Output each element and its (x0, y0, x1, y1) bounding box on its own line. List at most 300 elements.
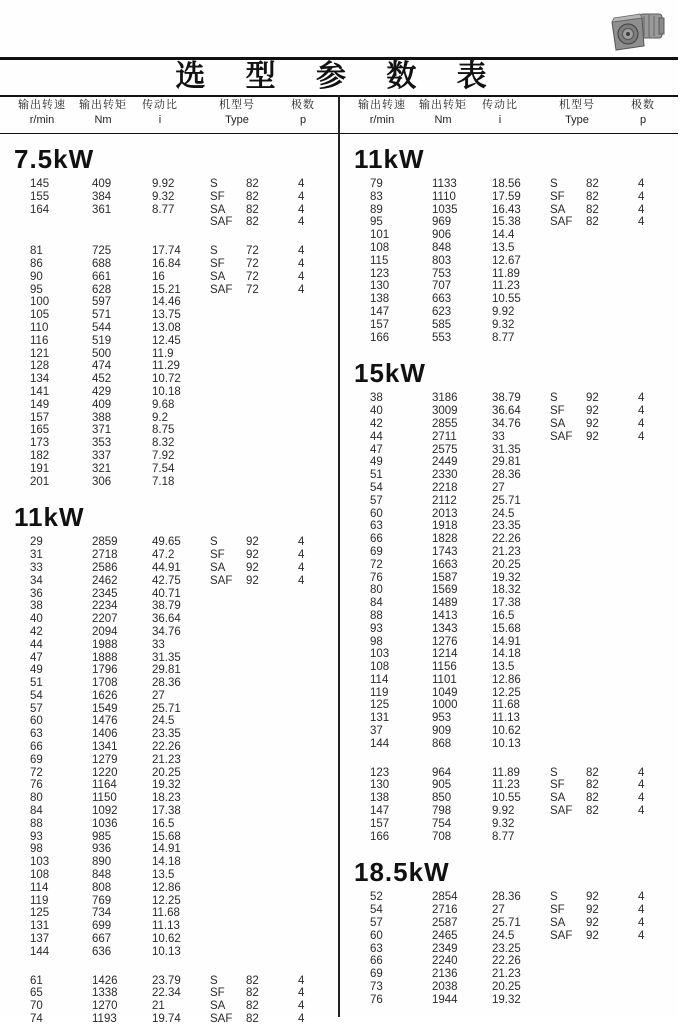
speed-cell: 93 (30, 830, 43, 843)
type-size-cell (246, 412, 278, 425)
poles-cell (618, 255, 678, 268)
table-row (0, 895, 338, 908)
table-row (0, 562, 338, 575)
torque-cell: 906 (432, 229, 452, 242)
type-size-cell: 92 (586, 392, 599, 405)
type-size-cell (586, 636, 618, 649)
ratio-cell: 15.38 (492, 216, 521, 229)
speed-cell: 44 (30, 638, 43, 651)
type-code-cell (210, 779, 246, 792)
ratio-cell: 38.79 (152, 600, 181, 613)
ratio-cell: 11.89 (492, 267, 520, 280)
speed-cell: 34 (30, 574, 43, 587)
table-row (340, 255, 678, 268)
speed-cell: 40 (370, 405, 383, 418)
type-size-cell (586, 943, 618, 956)
ratio-cell (152, 216, 210, 229)
torque-cell: 734 (92, 907, 112, 920)
type-size-cell: 82 (246, 974, 259, 987)
speed-cell: 63 (370, 942, 383, 955)
ratio-cell: 11.9 (152, 347, 174, 360)
table-row (340, 508, 678, 521)
torque-cell: 544 (92, 321, 112, 334)
type-code-cell (210, 933, 246, 946)
type-size-cell (246, 399, 278, 412)
type-size-cell (586, 981, 618, 994)
ratio-cell: 8.77 (152, 203, 175, 216)
type-size-cell (586, 831, 618, 844)
table-row (340, 242, 678, 255)
ratio-cell: 27 (492, 904, 505, 917)
table-row (0, 933, 338, 946)
section-title: 11kW (354, 144, 425, 174)
speed-cell: 123 (370, 267, 390, 280)
speed-cell: 51 (370, 469, 383, 482)
ratio-cell: 44.91 (152, 561, 181, 574)
poles-cell (278, 386, 338, 399)
speed-cell: 137 (30, 933, 50, 946)
ratio-cell: 10.62 (152, 933, 181, 946)
torque-cell: 2718 (92, 549, 118, 562)
torque-cell: 1343 (432, 622, 458, 635)
table-row (340, 597, 678, 610)
poles-cell (278, 946, 338, 959)
type-code-cell: SAF (210, 283, 233, 296)
torque-cell: 636 (92, 945, 112, 958)
type-code-cell (550, 597, 586, 610)
poles-cell: 4 (298, 178, 305, 190)
table-row (340, 319, 678, 332)
ratio-cell: 22.26 (492, 533, 521, 546)
poles-cell (278, 728, 338, 741)
poles-cell (278, 690, 338, 703)
speed-cell: 33 (30, 561, 43, 574)
ratio-cell: 21.23 (492, 545, 521, 558)
type-code-cell (210, 920, 246, 933)
speed-cell: 157 (370, 318, 390, 331)
torque-cell: 2094 (92, 625, 118, 638)
torque-cell: 1476 (92, 715, 118, 728)
type-code-cell (210, 373, 246, 386)
torque-cell: 1587 (432, 571, 458, 584)
torque-cell: 1156 (432, 661, 457, 674)
torque-cell: 1569 (432, 584, 458, 597)
ratio-cell: 12.86 (492, 673, 521, 686)
poles-cell (618, 229, 678, 242)
torque-cell: 909 (432, 725, 452, 738)
poles-cell: 4 (638, 779, 645, 792)
poles-cell (618, 280, 678, 293)
torque-cell: 2136 (432, 968, 458, 981)
type-size-cell: 82 (246, 1000, 259, 1013)
table-row (340, 444, 678, 457)
type-code-cell (550, 943, 586, 956)
type-code-cell (210, 805, 246, 818)
type-code-cell (210, 639, 246, 652)
torque-cell: 769 (92, 894, 112, 907)
speed-cell: 116 (30, 334, 49, 347)
ratio-cell: 13.08 (152, 321, 181, 334)
type-code-cell (210, 296, 246, 309)
table-block (0, 975, 338, 1026)
ratio-cell: 23.79 (152, 974, 181, 987)
torque-cell: 1092 (92, 805, 118, 818)
ratio-cell: 14.46 (152, 296, 181, 309)
torque-cell: 2234 (92, 600, 118, 613)
right-table-column (340, 138, 678, 1017)
table-row (0, 588, 338, 601)
ratio-cell: 22.26 (152, 741, 181, 754)
type-size-cell (586, 712, 618, 725)
ratio-cell: 17.38 (152, 805, 181, 818)
torque-cell: 1918 (432, 520, 458, 533)
ratio-cell: 20.25 (492, 981, 521, 994)
type-size-cell (246, 792, 278, 805)
poles-cell (278, 741, 338, 754)
poles-cell (278, 626, 338, 639)
type-code-cell (550, 495, 586, 508)
type-size-cell (246, 296, 278, 309)
poles-cell: 4 (298, 974, 305, 987)
type-code-cell (550, 636, 586, 649)
table-row (0, 549, 338, 562)
speed-cell: 144 (30, 945, 50, 958)
speed-cell: 119 (30, 894, 49, 907)
ratio-cell: 29.81 (492, 456, 521, 469)
ratio-cell: 16.43 (492, 203, 521, 216)
poles-cell (618, 444, 678, 457)
column-header-left (0, 98, 338, 132)
speed-cell: 76 (370, 571, 383, 584)
speed-cell: 84 (30, 805, 43, 818)
type-code-cell (210, 652, 246, 665)
poles-cell (278, 639, 338, 652)
speed-cell: 90 (30, 270, 43, 283)
header-torque: 输出转矩 Nm (419, 99, 467, 126)
ratio-cell: 9.68 (152, 398, 175, 411)
header-speed: 输出转速 r/min (358, 99, 406, 126)
table-row (340, 792, 678, 805)
torque-cell: 585 (432, 318, 452, 331)
speed-cell: 164 (30, 203, 50, 216)
ratio-cell: 11.68 (492, 699, 520, 712)
poles-cell: 4 (638, 904, 645, 917)
poles-cell (618, 597, 678, 610)
poles-cell (618, 520, 678, 533)
type-size-cell (246, 741, 278, 754)
type-size-cell (586, 293, 618, 306)
speed-cell: 76 (30, 779, 43, 792)
type-code-cell: SA (550, 203, 566, 216)
speed-cell: 147 (370, 805, 390, 818)
poles-cell (278, 882, 338, 895)
type-size-cell (246, 920, 278, 933)
poles-cell (618, 968, 678, 981)
speed-cell: 138 (370, 792, 390, 805)
type-code-cell: SF (210, 257, 225, 270)
type-size-cell: 82 (246, 216, 259, 229)
type-size-cell (586, 687, 618, 700)
speed-cell: 131 (30, 920, 50, 933)
table-row (340, 636, 678, 649)
ratio-cell: 9.92 (492, 805, 515, 818)
speed-cell: 147 (370, 305, 390, 318)
type-code-cell (550, 533, 586, 546)
type-size-cell (586, 319, 618, 332)
table-row (340, 818, 678, 831)
type-code-cell (550, 981, 586, 994)
type-code-cell (550, 255, 586, 268)
header-type: 机型号 Type (559, 99, 595, 126)
type-code-cell (210, 715, 246, 728)
torque-cell: 1164 (92, 779, 117, 792)
table-row (0, 1013, 338, 1026)
table-row (340, 431, 678, 444)
poles-cell (278, 322, 338, 335)
speed-cell: 36 (30, 587, 43, 600)
torque-cell: 1988 (92, 638, 118, 651)
speed-cell: 98 (30, 843, 43, 856)
type-size-cell (586, 332, 618, 345)
poles-cell (278, 348, 338, 361)
speed-cell: 89 (370, 203, 383, 216)
type-size-cell: 82 (586, 178, 599, 190)
torque-cell: 519 (92, 334, 112, 347)
speed-cell: 74 (30, 1013, 43, 1026)
torque-cell: 1406 (92, 728, 118, 741)
type-size-cell (246, 728, 278, 741)
header-speed: 输出转速 r/min (18, 99, 66, 126)
poles-cell (278, 652, 338, 665)
type-size-cell (586, 584, 618, 597)
speed-cell: 93 (370, 622, 383, 635)
poles-cell (278, 437, 338, 450)
table-row (0, 805, 338, 818)
torque-cell: 707 (432, 280, 452, 293)
ratio-cell: 23.25 (492, 942, 521, 955)
table-row (0, 600, 338, 613)
table-row (0, 412, 338, 425)
ratio-cell: 10.13 (492, 737, 521, 750)
torque-cell: 553 (432, 331, 452, 344)
table-row (0, 613, 338, 626)
torque-cell: 868 (432, 737, 452, 750)
torque-cell: 2013 (432, 507, 458, 520)
torque-cell: 1338 (92, 987, 118, 1000)
table-row (340, 229, 678, 242)
torque-cell: 384 (92, 190, 112, 203)
torque-cell: 1279 (92, 753, 118, 766)
table-row (0, 309, 338, 322)
speed-cell: 125 (30, 907, 50, 920)
ratio-cell: 17.74 (152, 245, 181, 258)
table-row (340, 559, 678, 572)
poles-cell: 4 (298, 203, 305, 216)
type-code-cell (550, 687, 586, 700)
poles-cell (278, 360, 338, 373)
speed-cell: 105 (30, 309, 50, 322)
speed-cell: 57 (370, 494, 383, 507)
type-code-cell (210, 818, 246, 831)
table-row (340, 216, 678, 229)
type-size-cell (246, 322, 278, 335)
type-code-cell: SA (550, 917, 566, 930)
type-size-cell (246, 450, 278, 463)
ratio-cell: 12.86 (152, 881, 181, 894)
torque-cell: 500 (92, 347, 112, 360)
table-row (0, 536, 338, 549)
table-row (340, 392, 678, 405)
table-row (0, 677, 338, 690)
poles-cell: 4 (638, 805, 645, 818)
ratio-cell: 14.91 (492, 635, 521, 648)
section-title: 15kW (354, 358, 426, 389)
type-size-cell: 92 (586, 904, 599, 917)
torque-cell: 1101 (432, 673, 457, 686)
type-code-cell (210, 792, 246, 805)
table-block (340, 392, 678, 750)
table-row (0, 1000, 338, 1013)
speed-cell: 88 (370, 609, 383, 622)
table-row (0, 779, 338, 792)
torque-cell: 571 (92, 309, 112, 322)
ratio-cell: 11.68 (152, 907, 180, 920)
torque-cell: 409 (92, 398, 112, 411)
table-row (0, 258, 338, 271)
ratio-cell: 22.26 (492, 955, 521, 968)
speed-cell: 49 (30, 664, 43, 677)
ratio-cell: 33 (492, 430, 505, 443)
ratio-cell: 20.25 (492, 558, 521, 571)
poles-cell (618, 712, 678, 725)
type-code-cell (210, 843, 246, 856)
type-size-cell (586, 508, 618, 521)
type-size-cell (246, 690, 278, 703)
type-code-cell (550, 229, 586, 242)
type-size-cell (586, 610, 618, 623)
ratio-cell: 10.55 (492, 293, 521, 306)
speed-cell: 128 (30, 360, 50, 373)
type-size-cell (246, 600, 278, 613)
table-row (340, 268, 678, 281)
poles-cell (618, 610, 678, 623)
type-size-cell: 72 (246, 283, 259, 296)
poles-cell (278, 933, 338, 946)
torque-cell: 2587 (432, 917, 458, 930)
type-code-cell (550, 242, 586, 255)
ratio-cell: 40.71 (152, 587, 181, 600)
poles-cell: 4 (298, 987, 305, 1000)
header-poles: 极数 p (631, 99, 655, 126)
speed-cell: 66 (30, 741, 43, 754)
speed-cell: 165 (30, 424, 50, 437)
table-row (340, 891, 678, 904)
table-row (340, 994, 678, 1007)
table-row (0, 754, 338, 767)
type-size-cell (246, 779, 278, 792)
type-code-cell: SAF (550, 929, 573, 942)
table-row (340, 520, 678, 533)
type-size-cell (246, 715, 278, 728)
type-code-cell (550, 268, 586, 281)
poles-cell: 4 (298, 190, 305, 203)
type-code-cell: SF (550, 405, 565, 418)
ratio-cell: 42.75 (152, 574, 181, 587)
ratio-cell: 21 (152, 1000, 165, 1013)
gearmotor-photo-icon (604, 6, 666, 56)
poles-cell (278, 818, 338, 831)
torque-cell: 1828 (432, 533, 458, 546)
table-row (0, 652, 338, 665)
torque-cell: 1708 (92, 677, 118, 690)
type-size-cell (246, 703, 278, 716)
speed-cell: 51 (30, 677, 43, 690)
ratio-cell: 36.64 (492, 405, 521, 418)
poles-cell: 4 (298, 574, 305, 587)
speed-cell: 29 (30, 536, 43, 549)
type-size-cell: 92 (246, 561, 259, 574)
torque-cell: 3186 (432, 392, 458, 405)
poles-cell (618, 955, 678, 968)
type-code-cell: SF (550, 779, 565, 792)
poles-cell (618, 831, 678, 844)
type-code-cell (210, 360, 246, 373)
torque-cell: 688 (92, 257, 112, 270)
speed-cell: 157 (30, 411, 50, 424)
ratio-cell: 19.74 (152, 1013, 181, 1026)
type-size-cell (586, 597, 618, 610)
torque-cell: 1193 (92, 1013, 117, 1026)
table-row (0, 437, 338, 450)
type-code-cell: SF (550, 190, 565, 203)
torque-cell: 969 (432, 216, 452, 229)
torque-cell: 1036 (92, 817, 118, 830)
type-size-cell: 82 (586, 766, 599, 779)
speed-cell: 72 (370, 558, 383, 571)
table-row (0, 792, 338, 805)
type-size-cell (246, 831, 278, 844)
speed-cell: 66 (370, 955, 383, 968)
torque-cell: 2207 (92, 613, 118, 626)
type-size-cell: 82 (246, 1013, 259, 1026)
type-code-cell (210, 946, 246, 959)
speed-cell: 52 (370, 891, 383, 904)
table-block (0, 178, 338, 229)
poles-cell (618, 456, 678, 469)
ratio-cell: 10.13 (152, 945, 181, 958)
ratio-cell: 9.2 (152, 411, 168, 424)
type-size-cell (246, 360, 278, 373)
torque-cell: 306 (92, 475, 112, 488)
ratio-cell: 9.92 (492, 305, 515, 318)
speed-cell: 173 (30, 437, 50, 450)
ratio-cell: 7.92 (152, 449, 175, 462)
ratio-cell: 13.75 (152, 309, 181, 322)
header-poles: 极数 p (291, 99, 315, 126)
poles-cell (618, 943, 678, 956)
type-code-cell (210, 882, 246, 895)
speed-cell: 114 (30, 881, 49, 894)
type-size-cell (246, 613, 278, 626)
speed-cell: 57 (30, 702, 43, 715)
ratio-cell: 25.71 (492, 494, 521, 507)
speed-cell: 86 (30, 257, 43, 270)
type-size-cell (586, 546, 618, 559)
type-size-cell: 82 (246, 190, 259, 203)
ratio-cell: 10.72 (152, 373, 181, 386)
type-code-cell (210, 907, 246, 920)
table-row (0, 869, 338, 882)
